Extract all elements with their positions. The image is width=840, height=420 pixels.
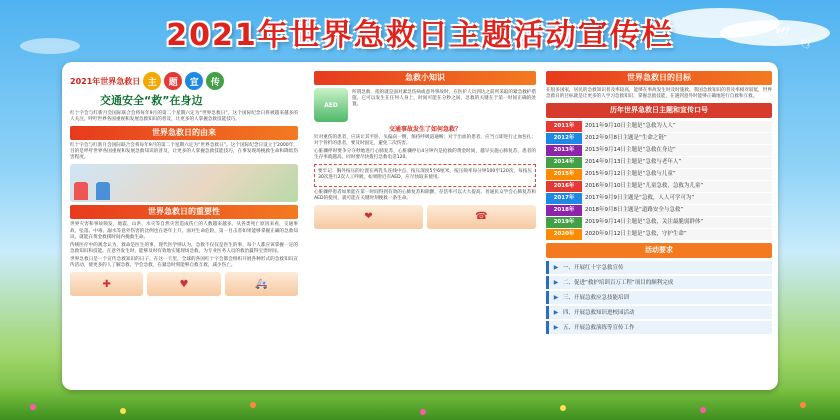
year-label: 2021年世界急救日 [70, 76, 141, 86]
first-aid-illustrations [70, 272, 298, 296]
importance-text: 世界灾害和事故频发，地震、山洪、水灾等自然灾害造成伤亡的人数越来越多。从各类死亡原因来看，交通事故、坠落、中毒、溺水等意外伤害的比例也在逐年上升。面对生命危险，第一目击者如果能够掌握正确的急救知识，就能在黄金救援时间内挽救生命。 [70, 222, 298, 240]
history-item [546, 205, 772, 216]
knowledge-text: 针对重伤的患者，应该让其平卧，头偏向一侧，保持呼吸道通畅；对于出血的患者，应当立即进行止血包扎；对于骨折的患者，要及时固定，避免二次伤害。 [314, 135, 536, 147]
history-text: 2011年9月10日主题是“急救为人人” [582, 121, 772, 132]
history-year: 2018年 [546, 205, 582, 216]
rescue-illustration [70, 164, 298, 202]
requirement-item [546, 261, 772, 274]
history-item [546, 193, 772, 204]
notice-text: 要牢记：胸外按压的位置在两乳头连线中点，按压深度5至6厘米，按压频率每分钟100至120次，每按压30次进行2次人工呼吸。如果附近有AED，应尽快取来使用。 [318, 169, 532, 181]
flower [800, 402, 806, 408]
notice-box [314, 164, 536, 186]
flower [250, 402, 256, 408]
history-text: 2013年9月14日主题是“急救在身边” [582, 145, 772, 156]
column-middle [314, 68, 536, 384]
history-text: 2020年9月12日主题是“急救，守护生命” [582, 229, 772, 240]
history-year: 2019年 [546, 217, 582, 228]
history-item [546, 145, 772, 156]
history-year: 2017年 [546, 193, 582, 204]
history-item [546, 157, 772, 168]
column-left [70, 68, 298, 384]
importance-text: 传统医疗中的观念认为，救命是医生的事。现代医学则认为，急救不仅仅是医生的事，每个人都应该掌握一定的急救知识和技能。在意外发生时，能够及时有效地实施现场急救，为专业医务人员的救治赢得宝贵时间。 [70, 242, 298, 254]
history-text: 2016年9月10日主题是“儿童急救，急救为儿童” [582, 181, 772, 192]
history-year: 2011年 [546, 121, 582, 132]
badge: 传 [206, 72, 224, 90]
goal-text: 在很多国家，居民的急救知识普及率较高，能够在事故发生时及时施救。我国急救知识的普及率相对较低，世界急救日的目标就是让更多的人学习急救知识，掌握急救技能，在遇到意外时能够正确地进行自救和互救。 [546, 88, 772, 100]
flower [560, 405, 566, 411]
history-year: 2012年 [546, 133, 582, 144]
history-year: 2015年 [546, 169, 582, 180]
ambulance-icon: 🚑 [225, 272, 298, 296]
importance-text: 世界急救日是一个宣传急救知识的日子。在这一天里，全球的各国红十字会都会组织开展各种形式的急救知识宣传活动，使更多的人了解急救、学会急救，在紧急时刻能够自救互救，减少伤亡。 [70, 256, 298, 269]
history-item [546, 169, 772, 180]
flower [120, 408, 126, 414]
history-text: 2012年9月8日主题是“生命之链” [582, 133, 772, 144]
arrow-icon: ▶ [553, 278, 559, 286]
cpr-illustrations [314, 205, 536, 229]
question-title: 交通事故发生了如何急救？ [388, 126, 461, 133]
theme-header [70, 72, 298, 90]
badge: 题 [164, 72, 182, 90]
flower [420, 409, 426, 415]
arrow-icon: ▶ [553, 263, 559, 271]
page-title: 2021年世界急救日主题活动宣传栏 [166, 18, 674, 53]
badge: 主 [143, 72, 161, 90]
requirement-text: 一、开展红十字急救宣传 [563, 265, 624, 272]
cpr-icon: ♥ [147, 272, 220, 296]
heart-icon: ❤ [314, 205, 423, 229]
column-right [546, 68, 772, 384]
history-year: 2020年 [546, 229, 582, 240]
history-year: 2016年 [546, 181, 582, 192]
requirement-item [546, 306, 772, 319]
dove-icon: 🕊 [775, 26, 791, 40]
arrow-icon: ▶ [553, 293, 559, 301]
requirements-list [546, 261, 772, 334]
aed-block [314, 88, 536, 122]
history-item [546, 133, 772, 144]
requirement-text: 四、开展急救知识进校园活动 [563, 310, 635, 317]
section-title-knowledge: 急救小知识 [314, 71, 536, 85]
badge: 宣 [185, 72, 203, 90]
requirement-text: 二、促进“救护培训百万工程”项目的顺利完成 [563, 280, 674, 287]
history-item [546, 229, 772, 240]
dove-icon: 🕊 [800, 40, 812, 50]
intro-text: 红十字会与红新月会国际联合会将每年9月的第二个星期六定为“世界急救日”，这个国际纪念日将被越来越多的人关注。呼吁世界各国重视和发展急救知识的普及，让更多的人掌握急救技能技巧。 [70, 111, 298, 123]
history-text: 2018年9月8日主题是“道路安全与急救” [582, 205, 772, 216]
requirement-item [546, 291, 772, 304]
requirement-item [546, 276, 772, 289]
history-item [546, 217, 772, 228]
section-title-goal: 世界急救日的目标 [546, 71, 772, 85]
arrow-icon: ▶ [553, 323, 559, 331]
aed-text: 所谓急救，指的就是面对紧急伤病或意外事故时，在医护人员到达之前所采取的紧急救护措施。它可以发生在任何人身上，时间可能在分秒之间，急救的关键在于第一时间正确的处置。 [352, 90, 536, 108]
content-board [62, 62, 778, 390]
history-year: 2013年 [546, 145, 582, 156]
aed-icon: AED [314, 88, 348, 122]
slogan: 交通安全“救”在身边 [100, 94, 203, 107]
requirements-title: 活动要求 [546, 243, 772, 258]
section-title-origin: 世界急救日的由来 [70, 126, 298, 140]
grass-background [0, 388, 840, 420]
section-title-importance: 世界急救日的重要性 [70, 205, 298, 219]
cpr-text: 心脏骤停患者如果能在第一时间得到有效的心肺复苏和除颤，存活率可以大大提高。普通民众学会心肺复苏和AED的使用，就可能在关键时刻挽救一条生命。 [314, 189, 536, 201]
bandage-icon: ✚ [70, 272, 143, 296]
flower [700, 407, 706, 413]
history-text: 2015年9月12日主题是“急救与儿童” [582, 169, 772, 180]
requirement-text: 五、开展急救演练等宣传工作 [563, 325, 635, 332]
knowledge-text: 心脏骤停时要争分夺秒地进行心肺复苏，心脏骤停后4分钟内是抢救的黄金时间，越早实施心肺复苏，患者的生存率就越高。同时要尽快拨打急救电话120。 [314, 149, 536, 161]
history-year: 2014年 [546, 157, 582, 168]
history-text: 2014年9月13日主题是“急救与老年人” [582, 157, 772, 168]
history-text: 2019年9月14日主题是“急救，关注最脆弱群体” [582, 217, 772, 228]
history-list [546, 121, 772, 239]
history-title: 历年世界急救日主题和宣传口号 [546, 103, 772, 118]
flower [30, 404, 36, 410]
history-item [546, 181, 772, 192]
requirement-text: 三、开展急救应急技能培训 [563, 295, 630, 302]
arrow-icon: ▶ [553, 308, 559, 316]
origin-text: 红十字会与红新月会国际联合会将每年9月的第二个星期六定为“世界急救日”。这个国际纪念日设立于2000年，目的是呼吁世界各国重视和发展急救知识的普及，让更多的人掌握急救技能技巧，在事发现场挽救生命和降低伤害程度。 [70, 143, 298, 161]
phone-icon: ☎ [427, 205, 536, 229]
history-text: 2017年9月9日主题是“急救，人人可学可为” [582, 193, 772, 204]
history-item [546, 121, 772, 132]
requirement-item [546, 321, 772, 334]
